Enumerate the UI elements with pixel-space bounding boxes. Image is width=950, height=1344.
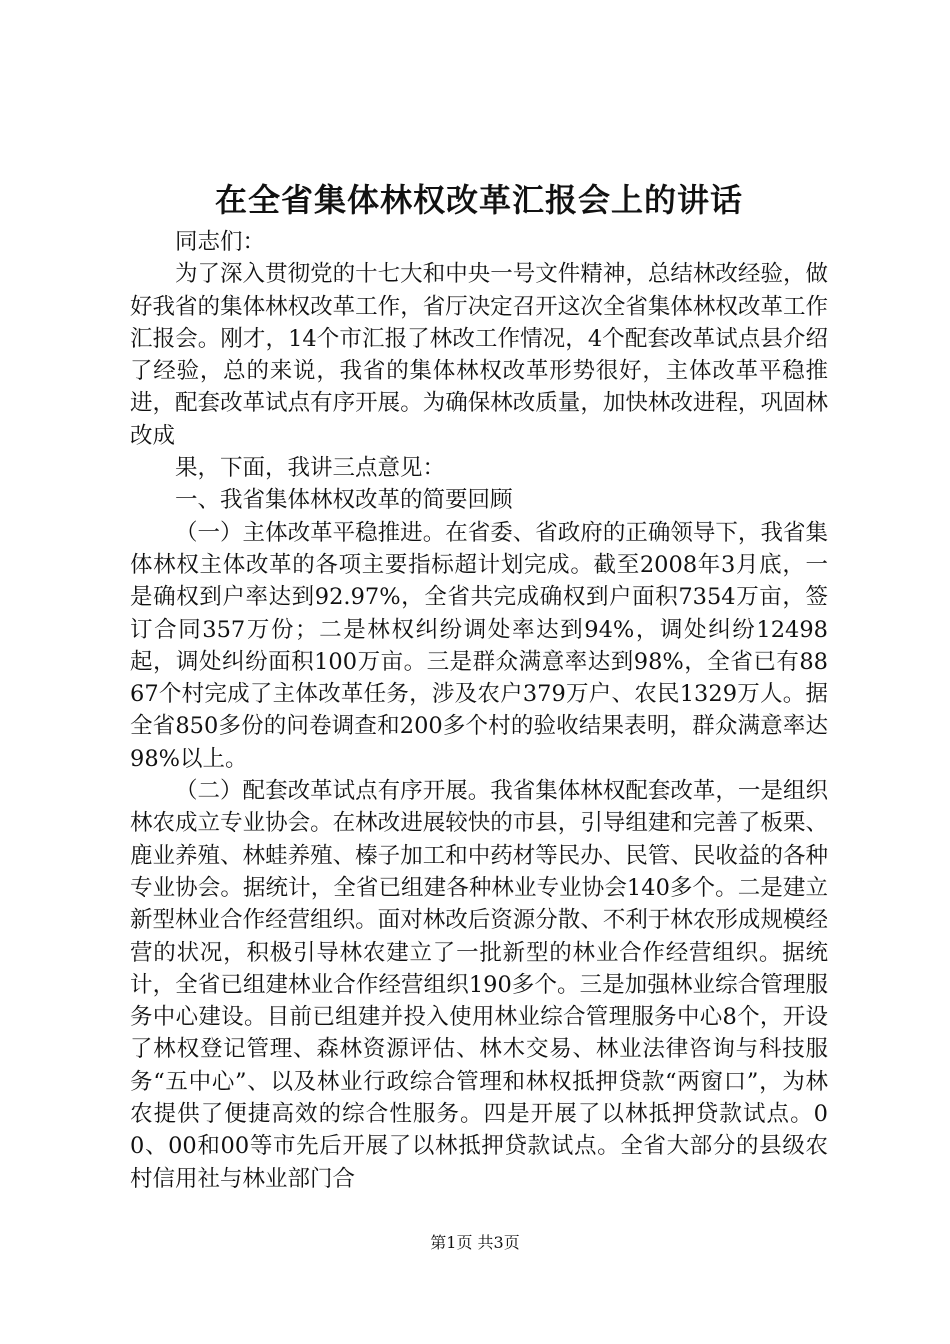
page-number-footer: 第1页 共3页 [430,1233,520,1252]
salutation: 同志们： [175,229,266,255]
paragraph-intro-continued: 果，下面，我讲三点意见： [175,455,446,482]
document-page [130,178,828,1195]
paragraph-intro: 为了深入贯彻党的十七大和中央一号文件精神，总结林改经验，做好我省的集体林权改革工作，省厅决定召开这次全省集体林权改革工作汇报会。刚才，14个市汇报了林改工作情况，4个配套改革试点县介绍了经验，总的来说，我省的集体林权改革形势很好，主体改革平稳推进，配套改革试点有序开展。为确保林改质量，加快林改进程，巩固林改成 [130,261,828,449]
paragraph-supporting-reform: （二）配套改革试点有序开展。我省集体林权配套改革，一是组织林农成立专业协会。在林改进展较快的市县，引导组建和完善了板栗、鹿业养殖、林蛙养殖、榛子加工和中药材等民办、民管、民收益的各种专业协会。据统计，全省已组建各种林业专业协会140多个。二是建立新型林业合作经营组织。面对林改后资源分散、不利于林农形成规模经营的状况，积极引导林农建立了一批新型的林业合作经营组织。据统计，全省已组建林业合作经营组织190多个。三是加强林业综合管理服务中心建设。目前已组建并投入使用林业综合管理服务中心8个，开设了林权登记管理、森林资源评估、林木交易、林业法律咨询与科技服务“五中心”、以及林业行政综合管理和林权抵押贷款“两窗口”，为林农提供了便捷高效的综合性服务。四是开展了以林抵押贷款试点。00、00和00等市先后开展了以林抵押贷款试点。全省大部分的县级农村信用社与林业部门合 [130,778,828,1192]
paragraph-main-reform: （一）主体改革平稳推进。在省委、省政府的正确领导下，我省集体林权主体改革的各项主要指标超计划完成。截至2008年3月底，一是确权到户率达到92.97%，全省共完成确权到户面积7354万亩，签订合同357万份；二是林权纠纷调处率达到94%，调处纠纷12498起，调处纠纷面积100万亩。三是群众满意率达到98%，全省已有8867个村完成了主体改革任务，涉及农户379万户、农民1329万人。据全省850多份的问卷调查和200多个村的验收结果表明，群众满意率达98%以上。 [130,519,828,772]
document-title: 在全省集体林权改革汇报会上的讲话 [214,181,743,219]
section-heading-1: 一、我省集体林权改革的简要回顾 [175,487,513,514]
